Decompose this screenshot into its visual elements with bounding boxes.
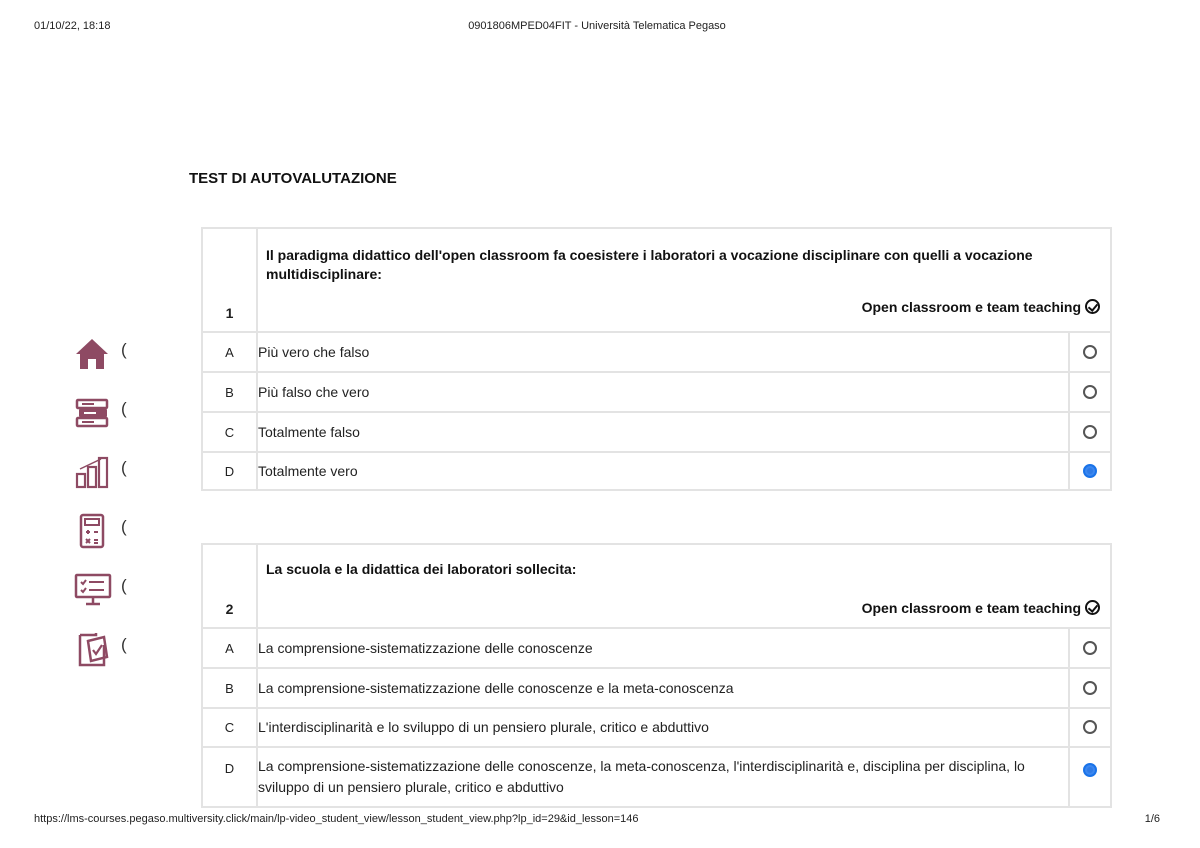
question-text: La scuola e la didattica dei laboratori sollecita: — [266, 560, 577, 577]
option-radio-selected[interactable] — [1083, 464, 1097, 478]
side-nav-item-calculator[interactable] — [72, 513, 142, 572]
question-table — [201, 543, 1112, 808]
side-nav-item-chart[interactable] — [72, 454, 142, 513]
check-circle-icon — [1085, 600, 1100, 615]
option-text: La comprensione-sistematizzazione delle conoscenze — [257, 628, 1069, 668]
option-radio-selected[interactable] — [1083, 763, 1097, 777]
option-radio-cell — [1069, 332, 1111, 372]
option-radio[interactable] — [1083, 681, 1097, 695]
option-text: Più vero che falso — [257, 332, 1069, 372]
question-number: 2 — [202, 544, 257, 628]
side-nav-item-books[interactable] — [72, 395, 142, 454]
side-nav-item-notepad[interactable] — [72, 631, 142, 690]
option-letter: C — [202, 412, 257, 452]
option-letter: B — [202, 668, 257, 708]
side-nav — [72, 336, 142, 690]
side-nav-item-monitor[interactable] — [72, 572, 142, 631]
question-table — [201, 227, 1112, 491]
home-icon — [74, 336, 110, 372]
question-topic — [258, 579, 1110, 625]
question-topic-label: Open classroom e team teaching — [861, 599, 1081, 616]
option-radio[interactable] — [1083, 345, 1097, 359]
option-radio[interactable] — [1083, 425, 1097, 439]
option-letter: A — [202, 628, 257, 668]
side-nav-label: ( — [121, 340, 127, 359]
answer-option[interactable] — [202, 628, 1111, 668]
option-text: La comprensione-sistematizzazione delle conoscenze, la meta-conoscenza, l'interdisciplinarità e, disciplina per disciplina, lo sviluppo di un pensiero plurale, critico e abduttivo — [257, 747, 1069, 807]
calculator-icon — [74, 513, 110, 549]
answer-option[interactable] — [202, 332, 1111, 372]
option-text: La comprensione-sistematizzazione delle conoscenze e la meta-conoscenza — [257, 668, 1069, 708]
answer-option[interactable] — [202, 452, 1111, 490]
answer-option[interactable] — [202, 372, 1111, 412]
check-circle-icon — [1085, 299, 1100, 314]
page-title: TEST DI AUTOVALUTAZIONE — [189, 170, 397, 187]
option-letter: D — [202, 747, 257, 807]
option-letter: C — [202, 708, 257, 747]
option-radio-cell — [1069, 372, 1111, 412]
option-text: Totalmente vero — [257, 452, 1069, 490]
print-document-title: 0901806MPED04FIT - Università Telematica Pegaso — [468, 20, 726, 32]
answer-option[interactable] — [202, 708, 1111, 747]
option-text: Totalmente falso — [257, 412, 1069, 452]
option-radio[interactable] — [1083, 385, 1097, 399]
question-topic — [258, 284, 1110, 324]
option-text: Più falso che vero — [257, 372, 1069, 412]
option-radio-cell — [1069, 412, 1111, 452]
books-icon — [74, 395, 110, 431]
option-text: L'interdisciplinarità e lo sviluppo di un pensiero plurale, critico e abduttivo — [257, 708, 1069, 747]
side-nav-label: ( — [121, 399, 127, 418]
option-radio-cell — [1069, 747, 1111, 807]
chart-icon — [74, 454, 110, 490]
monitor-checklist-icon — [74, 572, 112, 608]
question-topic-label: Open classroom e team teaching — [861, 299, 1081, 315]
option-letter: B — [202, 372, 257, 412]
side-nav-item-home[interactable] — [72, 336, 142, 395]
option-letter: A — [202, 332, 257, 372]
question-text: Il paradigma didattico dell'open classroom fa coesistere i laboratori a vocazione disciplinare con quelli a vocazione multidisciplinare: — [266, 247, 1033, 282]
side-nav-label: ( — [121, 458, 127, 477]
option-radio-cell — [1069, 452, 1111, 490]
print-header — [34, 20, 1160, 34]
page-number: 1/6 — [1144, 813, 1160, 825]
answer-option[interactable] — [202, 668, 1111, 708]
option-letter: D — [202, 452, 257, 490]
notepad-check-icon — [74, 631, 110, 667]
option-radio-cell — [1069, 708, 1111, 747]
side-nav-label: ( — [121, 576, 127, 595]
option-radio-cell — [1069, 628, 1111, 668]
option-radio-cell — [1069, 668, 1111, 708]
side-nav-label: ( — [121, 517, 127, 536]
question-header — [257, 228, 1111, 332]
answer-option[interactable] — [202, 747, 1111, 807]
answer-option[interactable] — [202, 412, 1111, 452]
print-datetime: 01/10/22, 18:18 — [34, 20, 111, 32]
option-radio[interactable] — [1083, 720, 1097, 734]
print-footer — [34, 813, 1160, 827]
option-radio[interactable] — [1083, 641, 1097, 655]
question-header — [257, 544, 1111, 628]
side-nav-label: ( — [121, 635, 127, 654]
question-number: 1 — [202, 228, 257, 332]
print-url: https://lms-courses.pegaso.multiversity.click/main/lp-video_student_view/lesson_student_view.php?lp_id=29&id_lesson=146 — [34, 813, 639, 825]
